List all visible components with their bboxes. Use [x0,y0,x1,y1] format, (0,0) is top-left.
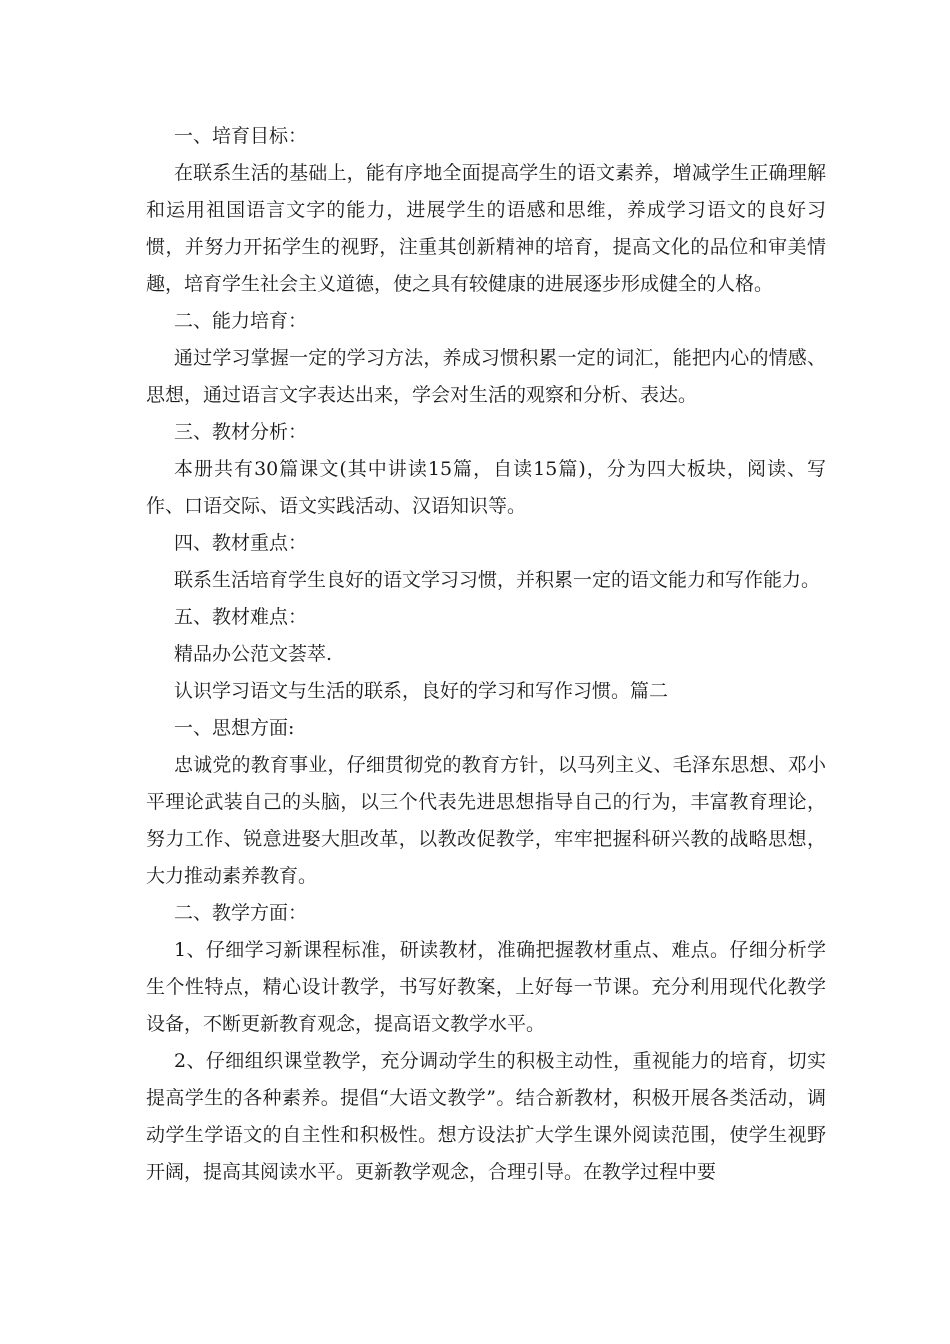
document-body [146,118,826,1191]
paragraph-teaching-1: 1、仔细学习新课程标准，研读教材，准确把握教材重点、难点。仔细分析学生个性特点，精心设计教学，书写好教案，上好每一节课。充分利用现代化教学设备，不断更新教育观念，提高语文教学水平。 [146,939,826,1035]
section-heading-teaching: 二、教学方面： [174,902,308,924]
section-heading-difficulty: 五、教材难点： [174,606,308,628]
paragraph-focus: 联系生活培育学生良好的语文学习习惯，并积累一定的语文能力和写作能力。 [174,569,821,591]
paragraph-watermark-note: 精品办公范文荟萃. [174,643,333,665]
paragraph-difficulty: 认识学习语文与生活的联系，良好的学习和写作习惯。篇二 [174,680,669,702]
section-heading-focus: 四、教材重点： [174,532,308,554]
section-heading-thought: 一、思想方面: [174,717,295,739]
section-heading-goals: 一、培育目标： [174,125,308,147]
paragraph-goals: 在联系生活的基础上，能有序地全面提高学生的语文素养，增减学生正确理解和运用祖国语言文字的能力，进展学生的语感和思维，养成学习语文的良好习惯，并努力开拓学生的视野，注重其创新精神的培育，提高文化的品位和审美情趣，培育学生社会主义道德，使之具有较健康的进展逐步形成健全的人格。 [146,162,826,295]
section-heading-analysis: 三、教材分析： [174,421,308,443]
paragraph-analysis: 本册共有30篇课文(其中讲读15篇，自读15篇)，分为四大板块，阅读、写作、口语交际、语文实践活动、汉语知识等。 [146,458,826,517]
paragraph-thought: 忠诚党的教育事业，仔细贯彻党的教育方针，以马列主义、毛泽东思想、邓小平理论武装自己的头脑，以三个代表先进思想指导自己的行为，丰富教育理论，努力工作、锐意进娶大胆改革，以教改促教学，牢牢把握科研兴教的战略思想，大力推动素养教育。 [146,754,826,887]
paragraph-ability: 通过学习掌握一定的学习方法，养成习惯积累一定的词汇，能把内心的情感、思想，通过语言文字表达出来，学会对生活的观察和分析、表达。 [146,347,826,406]
section-heading-ability: 二、能力培育： [174,310,308,332]
paragraph-teaching-2: 2、仔细组织课堂教学，充分调动学生的积极主动性，重视能力的培育，切实提高学生的各种素养。提倡“大语文教学”。结合新教材，积极开展各类活动，调动学生学语文的自主性和积极性。想方设法扩大学生课外阅读范围，使学生视野开阔，提高其阅读水平。更新教学观念，合理引导。在教学过程中要 [146,1050,826,1183]
